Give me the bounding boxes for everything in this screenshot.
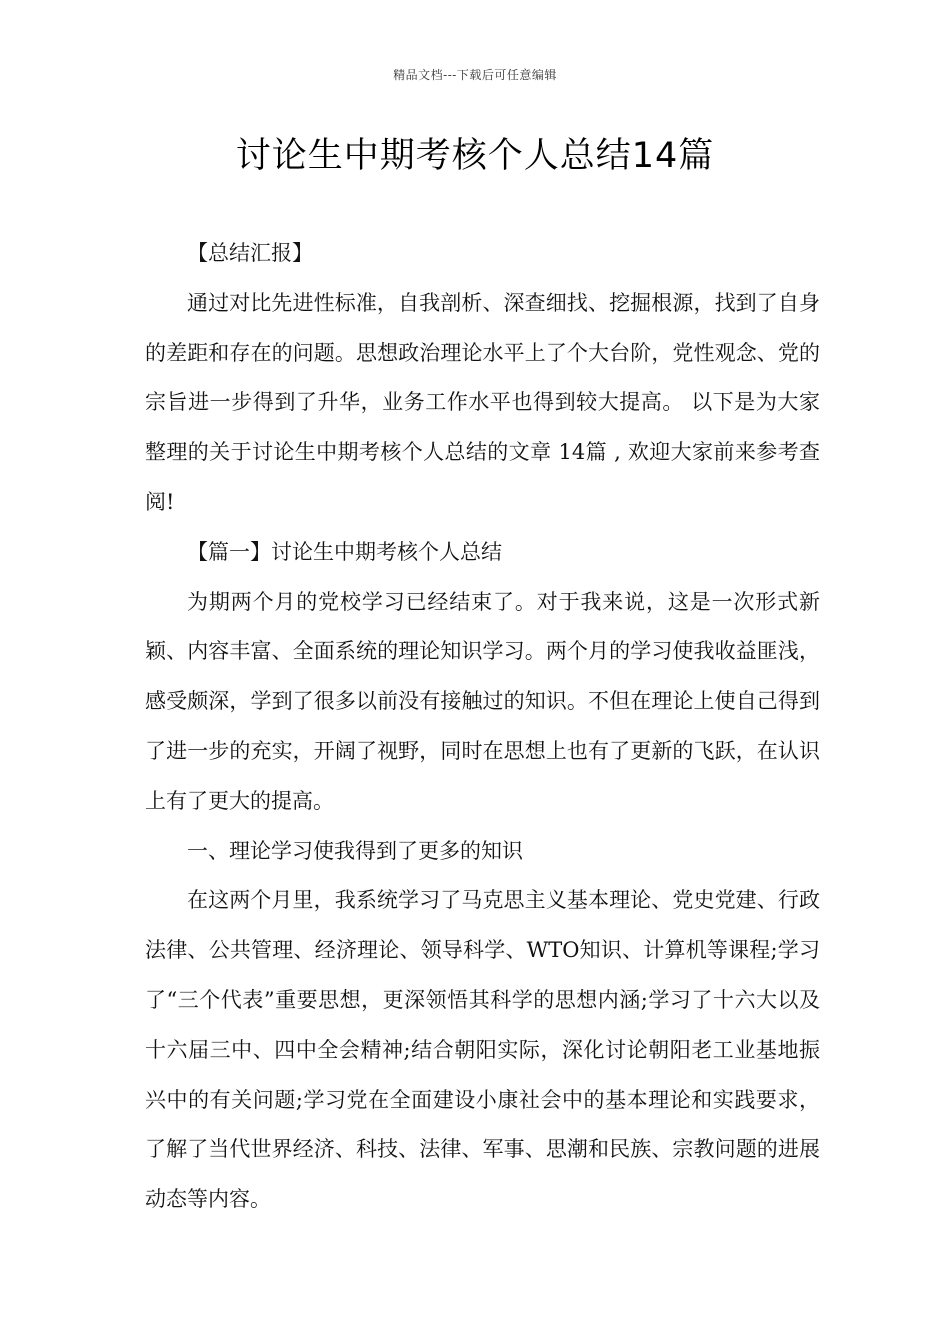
subheading-theory-study: 一、理论学习使我得到了更多的知识 <box>187 838 523 863</box>
intro-paragraph: 通过对比先进性标准，自我剖析、深查细找、挖掘根源，找到了自身的差距和存在的问题。思想政治理论水平上了个大台阶，党性观念、党的宗旨进一步得到了升华，业务工作水平也得到较大提高。 以下是为大家整理的关于讨论生中期考核个人总结的文章 14篇 , 欢迎大家前来参考查阅! <box>145 290 820 514</box>
document-title: 讨论生中期考核个人总结14篇 <box>235 136 715 176</box>
page-header: 精品文档---下载后可任意编辑 <box>393 68 557 82</box>
section-label-summary: 【总结汇报】 <box>187 241 313 265</box>
body-paragraph: 为期两个月的党校学习已经结束了。对于我来说，这是一次形式新颖、内容丰富、全面系统的理论知识学习。两个月的学习使我收益匪浅，感受颇深，学到了很多以前没有接触过的知识。不但在理论上使自己得到了进一步的充实，开阔了视野，同时在思想上也有了更新的飞跃，在认识上有了更大的提高。 <box>145 589 820 813</box>
document-body <box>145 229 820 1225</box>
body-paragraph: 在这两个月里，我系统学习了马克思主义基本理论、党史党建、行政法律、公共管理、经济理论、领导科学、WTO知识、计算机等课程;学习了“三个代表”重要思想，更深领悟其科学的思想内涵;学习了十六大以及十六届三中、四中全会精神;结合朝阳实际，深化讨论朝阳老工业基地振兴中的有关问题;学习党在全面建设小康社会中的基本理论和实践要求，了解了当代世界经济、科技、法律、军事、思潮和民族、宗教问题的进展动态等内容。 <box>145 888 820 1212</box>
section-heading-part-one: 【篇一】讨论生中期考核个人总结 <box>187 539 502 564</box>
